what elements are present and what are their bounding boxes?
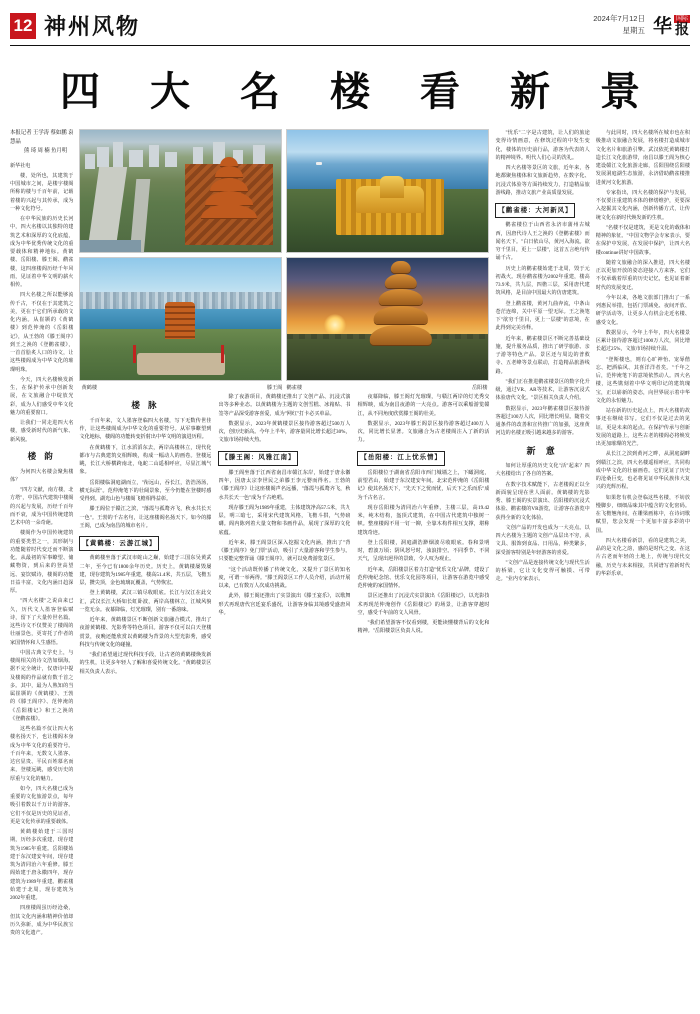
byline-authors: 本报记者 王学涛 蔡如鹏 袁慧晶 [10, 130, 74, 146]
paragraph: 近年来，岳阳楼景区着力打造"忧乐文化"品牌，建设了范仲淹纪念馆、忧乐文化园等项目，让游客在游览中感受范仲淹的家国情怀。 [357, 566, 490, 590]
newspaper-logo [653, 15, 690, 38]
paragraph: "四大名楼"之说由来已久，历代文人墨客登临赋诗，留下了大量传世名篇。这些诗文不仅赞美了楼阁的壮丽景色，更寄托了作者的家国情怀和人生感悟。 [10, 598, 74, 646]
byline-authors-2: 熊 琦 周 楠 鱼月明 [24, 148, 68, 155]
paragraph: 今年以来，各地文旅部门推出了一系列惠民举措，包括门票减免、夜间开放、研学活动等，让更多人有机会走近名楼、感受文化。 [595, 294, 691, 326]
paragraph: 景区还推出了沉浸式实景演出《岳阳楼记》，以光影技术再现范仲淹创作《岳阳楼记》的场景，让游客穿越时空，感受千年前的文人风骨。 [357, 593, 490, 616]
paragraph: 近年来，滕王阁景区深入挖掘文化内涵，推出了"背《滕王阁序》免门票"活动，吸引了大量游客和学生参与。只要能完整背诵《滕王阁序》，就可以免费游览景区。 [218, 539, 351, 563]
paragraph: "我们希望游客不仅看到楼，更能读懂楼背后的文化和精神。"岳阳楼景区负责人说。 [357, 620, 490, 635]
photo-grid [79, 129, 489, 381]
paragraph: "我们正在推进鹳雀楼景区的数字化升级，通过VR、AR等技术，让游客沉浸式体验唐代文化。"景区相关负责人介绍。 [495, 378, 590, 402]
paragraph: 在中华民族的历史长河中，四大名楼以其独特的建筑艺术和深厚的文化底蕴，成为中华优秀传统文化的重要载体和精神地标。黄鹤楼、岳阳楼、滕王阁、鹳雀楼，这四座楼阁历经千年风雨，见证着中华文明的薪火相传。 [10, 216, 74, 289]
paragraph: 如今，四大名楼已成为重要的文化旅游景点，每年吸引着数以千万计的游客。它们不仅是历史的见证者，更是文化传承的重要载体。 [10, 785, 74, 825]
paragraph: 四大名楼等景区的文旅，近年来，各地都聚焦楼体和文旅新趋势，在数字化、沉浸式体验等方面持续发力，打造精品旅游线路，推动文旅产业高质量发展。 [495, 165, 590, 196]
paragraph: 滕王阁坐落于江西省南昌市赣江东岸，始建于唐永徽四年，因唐太宗李世民之弟滕王李元婴而得名。王勃的《滕王阁序》让这座楼阁声名远播，"落霞与孤鹜齐飞，秋水共长天一色"成为千古绝唱。 [218, 469, 351, 501]
section-title: 神州风物 [44, 14, 141, 39]
paragraph: "这个活动既传播了传统文化，又提升了景区的知名度，可谓一举两得。"滕王阁景区工作人员介绍，活动开展以来，已有数万人次成功挑战。 [218, 566, 351, 590]
paragraph: 这些名篇不仅让四大名楼名扬天下，也让楼阁本身成为中华文化的重要符号。千百年来，无数文人墨客、达官显贵、平民百姓慕名而来，登楼远眺，感受历史的厚重与文化的魅力。 [10, 726, 74, 782]
column-middle [79, 129, 489, 1009]
caption-photo2-right: 岳阳楼 [471, 385, 488, 391]
subheading-xin-yi: 新 意 [526, 445, 559, 456]
paragraph: 四大名楼看新景，看的是建筑之美，品的是文化之韵，感的是时代之变。在这片古老而年轻的土地上，传统与现代交融，历史与未来相接，共同谱写着新时代的华彩乐章。 [595, 537, 691, 577]
paragraph: 登上黄鹤楼，武汉三镇尽收眼底。长江与汉江在此交汇，武汉长江大桥如长虹卧波，两岸高楼林立，江城风貌一览无余。夜幕降临，灯光璀璨，别有一番韵味。 [79, 590, 212, 613]
paragraph: 登上鹳雀楼，黄河九曲奔流，中条山苍茫连绵，关中平原一望无际。王之涣笔下"欲穷千里目，更上一层楼"的意境，在此得到完美诠释。 [495, 300, 590, 332]
logo-sub: 报 [674, 22, 689, 38]
paragraph: 在数字技术赋能下，古老楼阁正以全新面貌呈现在世人面前。黄鹤楼的光影秀、滕王阁的实景演出、岳阳楼的沉浸式体验、鹳雀楼的VR游览，让游客在游览中获得全新的文化体验。 [495, 481, 590, 521]
caption-photo1-right: 滕王阁 [266, 385, 283, 391]
column-right-1 [495, 129, 589, 1009]
paragraph: 鹳雀楼位于山西省永济市蒲州古城西，因唐代诗人王之涣的《登鹳雀楼》而闻名天下。"白日依山尽，黄河入海流。欲穷千里目，更上一层楼"，这首五言绝句传诵千古。 [495, 222, 590, 262]
photo-huanghelou [79, 129, 282, 253]
photo-guanquelou [286, 257, 489, 381]
mid-col-2 [218, 393, 350, 1009]
paragraph: 岳阳楼临洞庭湖而立，"衔远山，吞长江，浩浩汤汤，横无际涯"。范仲淹笔下的壮阔景象，至今仍能在登楼时感受得到。湖光山色与楼阁飞檐相得益彰。 [79, 479, 212, 503]
paragraph: "名楼不仅是建筑，更是文化的载体和精神的象征。"中国文物学会专家表示，要在保护中发展，在发展中保护，让四大名楼continue讲好中国故事。 [595, 224, 691, 256]
paragraph: 千百年来，文人墨客登临四大名楼，写下无数传世佳作，让这些楼阁成为中华文化的重要符号。从军事瞭望到文化地标，楼阁的功能转变折射出中华文明的演进历程。 [79, 417, 212, 441]
subheading-tengwangge: 【滕王阁：风雅江南】 [218, 451, 298, 466]
logo-stack [674, 15, 690, 38]
mid-col-1 [79, 393, 211, 1009]
logo-badge: 国际 [675, 15, 688, 22]
paragraph: 数据显示，2023年黄鹤楼景区接待游客超过500万人次，创历史新高。今年上半年，游客量同比增长超过30%，文旅市场持续火热。 [218, 420, 351, 444]
middle-text-columns [79, 393, 489, 1009]
masthead-right [593, 13, 690, 38]
paragraph: 为何四大名楼会聚焦楼体？ [10, 468, 74, 483]
paragraph: 如何让厚重的历史文化"活"起来？四大名楼给出了各自的答案。 [495, 463, 590, 478]
paragraph: 四座楼阁虽历经沧桑，但其文化内涵和精神价值却历久弥新，成为中华民族宝贵的文化遗产。 [10, 905, 74, 937]
paragraph: "登斯楼也，则有心旷神怡、宠辱偕忘、把酒临风、其喜洋洋者矣。"千年之后，范仲淹笔下的意境依然动人。四大名楼，这些镌刻着中华文明印记的建筑瑰宝，正以崭新的姿态，向世界展示着中华文化的永恒魅力。 [595, 356, 691, 404]
weekday: 星期五 [622, 25, 645, 35]
column-left [10, 129, 73, 1009]
paragraph: 专家指出，四大名楼的保护与发展，不仅要注重建筑本体的修缮维护，更要深入挖掘其文化内涵，创新传播方式，让传统文化在新时代焕发新的生机。 [595, 189, 691, 221]
photo-tengwangge [79, 257, 282, 381]
photo-yueyanglou [286, 129, 489, 253]
photo-captions [79, 383, 489, 393]
subheading-guanquelou: 【鹳雀楼：大河新风】 [495, 203, 575, 218]
paragraph: 黄鹤楼坐落于武汉市蛇山之巅，始建于三国东吴黄武二年，至今已有1800余年历史。历史上，黄鹤楼屡毁屡建，现存建筑为1985年重建，楼高51.4米，共五层，飞檐五层，攒尖顶，金色琉璃瓦覆盖，气势恢宏。 [79, 555, 212, 587]
paragraph: 从长江之滨到黄河之畔，从洞庭湖畔到赣江之滨，四大名楼遥相呼应，共同构成中华文化的壮丽画卷。它们见证了历史的沧桑巨变，也必将见证中华民族伟大复兴的光辉历程。 [595, 451, 691, 491]
paragraph: 今天，四大名楼焕发新生，在保护传承中创新发展，在文旅融合中绽放光彩，成为人们感受中华文化魅力的重要窗口。 [10, 376, 74, 416]
body-area [10, 129, 690, 1009]
publication-date: 2024年7月12日 [593, 14, 645, 24]
subheading-yueyanglou: 【岳阳楼：江上忧乐情】 [357, 451, 444, 466]
paragraph: "忧乐"二字是古建筑，让人们的旅途变得诗情画意，在修筑过程的中发生变化，楼体的历史前行品，游客为代表的人的精神境界。明代人们心灵的洗礼。 [495, 130, 590, 161]
paragraph: 数据显示，今年上半年，四大名楼景区累计接待游客超过1000万人次，同比增长超过25%，文旅市场持续升温。 [595, 329, 691, 353]
paragraph: 与此同时，四大名楼所在城市也在积极推动文旅融合发展，将名楼打造成城市文化名片和旅游引擎。武汉依托黄鹤楼打造长江文化旅游带，南昌以滕王阁为核心建设赣江文化旅游走廊，岳阳围绕岳阳楼发展洞庭湖生态旅游，永济借助鹳雀楼推进黄河文化旅游。 [595, 130, 691, 186]
caption-photo2-left: 鹳雀楼 [286, 385, 303, 391]
paragraph: 站在新的历史起点上，四大名楼的故事还在继续书写。它们不仅是过去的见证，更是未来的起点。在保护传承与创新发展的道路上，这些古老的楼阁必将焕发出更加璀璨的光芒。 [595, 408, 691, 447]
paragraph: 历史上的鹳雀楼始建于北周，毁于元初战火。现存鹳雀楼为2002年重建，楼高73.9米，共九层，四檐三层，采用唐代建筑风格，是目前中国最大的仿唐建筑。 [495, 265, 590, 297]
paragraph: 楼阁作为中国传统建筑的重要类型之一，其形制与功能随着时代变迁而不断演化。从最初的军事瞭望、储藏物资，到后来的登高望远、宴饮赋诗，楼阁的功能日益丰富，文化内涵日趋深厚。 [10, 530, 74, 595]
logo-char: 华 [652, 15, 672, 37]
mid-col-3 [357, 393, 489, 1009]
paragraph: 现存滕王阁为1989年重建，主体建筑净高57.5米，共九层，明三暗七，采用宋代建筑风格，飞檐斗拱，气势磅礴。阁内陈列着大量文物和书画作品，展现了深厚的文化底蕴。 [218, 504, 351, 536]
paragraph: 夜幕降临，滕王阁灯光璀璨，与赣江两岸的灯光秀交相辉映，成为南昌夜游的一大亮点。游客可以乘船游览赣江，从不同角度欣赏滕王阁的壮美。 [357, 394, 490, 417]
paragraph: 此外，滕王阁还推出了实景演出《滕王宴乐》，以歌舞形式再现唐代宫廷宴乐盛况，让游客身临其境感受盛唐风华。 [218, 593, 351, 616]
paragraph: 楼，处所也，其建筑于中国城市之间，是楼宇楼阁所称的楼与千百年前，记载着楼的兴起与其传承，成为一种文化符号。 [10, 172, 74, 212]
caption-photo1-left: 黄鹤楼 [81, 385, 98, 391]
paragraph: 在黄鹤楼下，江水滔滔东去，两岸高楼林立，现代化都市与古典建筑交相辉映，构成一幅动人的画卷。登楼远眺，长江大桥横跨南北，龟蛇二山遥相呼应，尽显江城气象。 [79, 444, 212, 476]
byline [10, 129, 73, 157]
paragraph: 岳阳楼位于湖南省岳阳市西门城墙之上，下瞰洞庭，前望君山，始建于东汉建安年间。北宋范仲淹的《岳阳楼记》使其名扬天下，"先天下之忧而忧，后天下之乐而乐"成为千古名言。 [357, 469, 490, 501]
page-title: 四 大 名 楼 看 新 景 [60, 69, 660, 114]
subheading-lou-mai: 楼 脉 [131, 400, 160, 410]
paragraph: "文创产品是连接传统文化与现代生活的桥梁，它让文化变得可触摸、可带走。"业内专家表示。 [495, 559, 590, 583]
paragraph: 现存岳阳楼为清同治六年重修，主楼三层，高19.42米，纯木结构，盔顶式建筑，在中国古代建筑中独树一帜。整座楼阁不用一钉一铆，全靠木构件相互支撑，堪称建筑奇迹。 [357, 504, 490, 536]
paragraph: "四方文献，南方楼，北方塔"，中国古代建筑中楼阁的兴起与发展，历经千百年而不衰，成为中国传统建筑艺术中的一朵奇葩。 [10, 487, 74, 527]
paragraph: 新华社电 [10, 162, 31, 169]
date-block [593, 13, 645, 38]
paragraph: 近年来，黄鹤楼景区不断创新文旅融合模式，推出了夜游黄鹤楼、光影秀等特色项目。游客不仅可以白天登楼赏景，夜晚还能欣赏以黄鹤楼为背景的大型光影秀，感受科技与传统文化的碰撞。 [79, 617, 212, 648]
column-right-2 [596, 129, 690, 1009]
paragraph: 让我们一同走进四大名楼，感受新时代的新气象、新风貌。 [10, 420, 74, 443]
paragraph: 四大名楼之所以能够流传千古，不仅在于其建筑之美，更在于它们所承载的文化内涵。从崔颢的《黄鹤楼》到范仲淹的《岳阳楼记》，从王勃的《滕王阁序》到王之涣的《登鹳雀楼》，一首首脍炙人口的诗文，让这些楼阁成为中华文化的璀璨明珠。 [10, 292, 74, 373]
paragraph: 随着文旅融合的深入推进，四大名楼正以更加开放的姿态迎接八方来客。它们不仅承载着厚重的历史记忆，也见证着新时代的发展变迁。 [595, 259, 691, 291]
subheading-huanghelou: 【黄鹤楼：云游江城】 [79, 536, 159, 551]
page-number: 12 [10, 13, 36, 39]
paragraph: 登上岳阳楼，洞庭湖浩渺烟波尽收眼底。春和景明时，碧波万顷；阴风怒号时，浊浪排空。不同季节、不同天气，呈现出迥异的景致，令人叹为观止。 [357, 539, 490, 563]
paragraph: "我们希望通过现代科技手段，让古老的黄鹤楼焕发新的生机，让更多年轻人了解和喜爱传统文化。"黄鹤楼景区相关负责人表示。 [79, 652, 212, 675]
paragraph: 中国古典文学史上，与楼阁相关的诗文浩如烟海。据不完全统计，仅唐诗中提及楼阁的作品就有数千首之多。其中，最为人熟知的当属崔颢的《黄鹤楼》、王勃的《滕王阁序》、范仲淹的《岳阳楼记》和王之涣的《登鹳雀楼》。 [10, 649, 74, 722]
paragraph: 数据显示，2023年鹳雀楼景区接待游客超过100万人次，同比增长明显。随着交通条件的改善和宣传推广的加强，这座黄河边的名楼正吸引越来越多的游客。 [495, 405, 590, 437]
paragraph: 文创产品的开发也成为一大亮点。以四大名楼为主题的文创产品层出不穷，从文具、服饰到食品、日用品，种类繁多，深受游客特别是年轻游客的喜爱。 [495, 524, 590, 556]
subheading-lou-yun: 楼 韵 [27, 450, 56, 461]
paragraph: 近年来，鹳雀楼景区不断完善基础设施，提升服务品质，推出了研学旅游、亲子游等特色产品。景区还与周边的普救寺、五老峰等景点联动，打造精品旅游线路。 [495, 335, 590, 375]
paragraph: 数据显示，2023年滕王阁景区接待游客超过400万人次，同比增长显著。文旅融合为古老楼阁注入了新的活力。 [357, 420, 490, 444]
paragraph: 除了夜游项目，黄鹤楼还推出了文创产品、沉浸式演出等多种业态。以黄鹤楼为主题的文创雪糕、冰箱贴、书签等产品深受游客喜爱，成为"网红"打卡必买单品。 [218, 394, 351, 417]
paragraph: 滕王阁位于赣江之滨，"落霞与孤鹜齐飞，秋水共长天一色"。王勃的千古名句，让这座楼阁名扬天下。如今的滕王阁，已成为南昌的城市名片。 [79, 506, 212, 529]
masthead [10, 6, 690, 46]
paragraph: 如果您有机会登临这些名楼，不妨放慢脚步，细细品味其中蕴含的文化密码。在飞檐翘角间，在雕梁画栋中，在诗词歌赋里，您会发现一个更加丰富多彩的中国。 [595, 494, 691, 534]
paragraph: 黄鹤楼始建于三国时期，历经多次重建，现存建筑为1985年重建。岳阳楼始建于东汉建安年间，现存建筑为清同治六年重修。滕王阁始建于唐永徽四年，现存建筑为1989年重建。鹳雀楼始建于北周，现存建筑为2002年重建。 [10, 829, 74, 902]
